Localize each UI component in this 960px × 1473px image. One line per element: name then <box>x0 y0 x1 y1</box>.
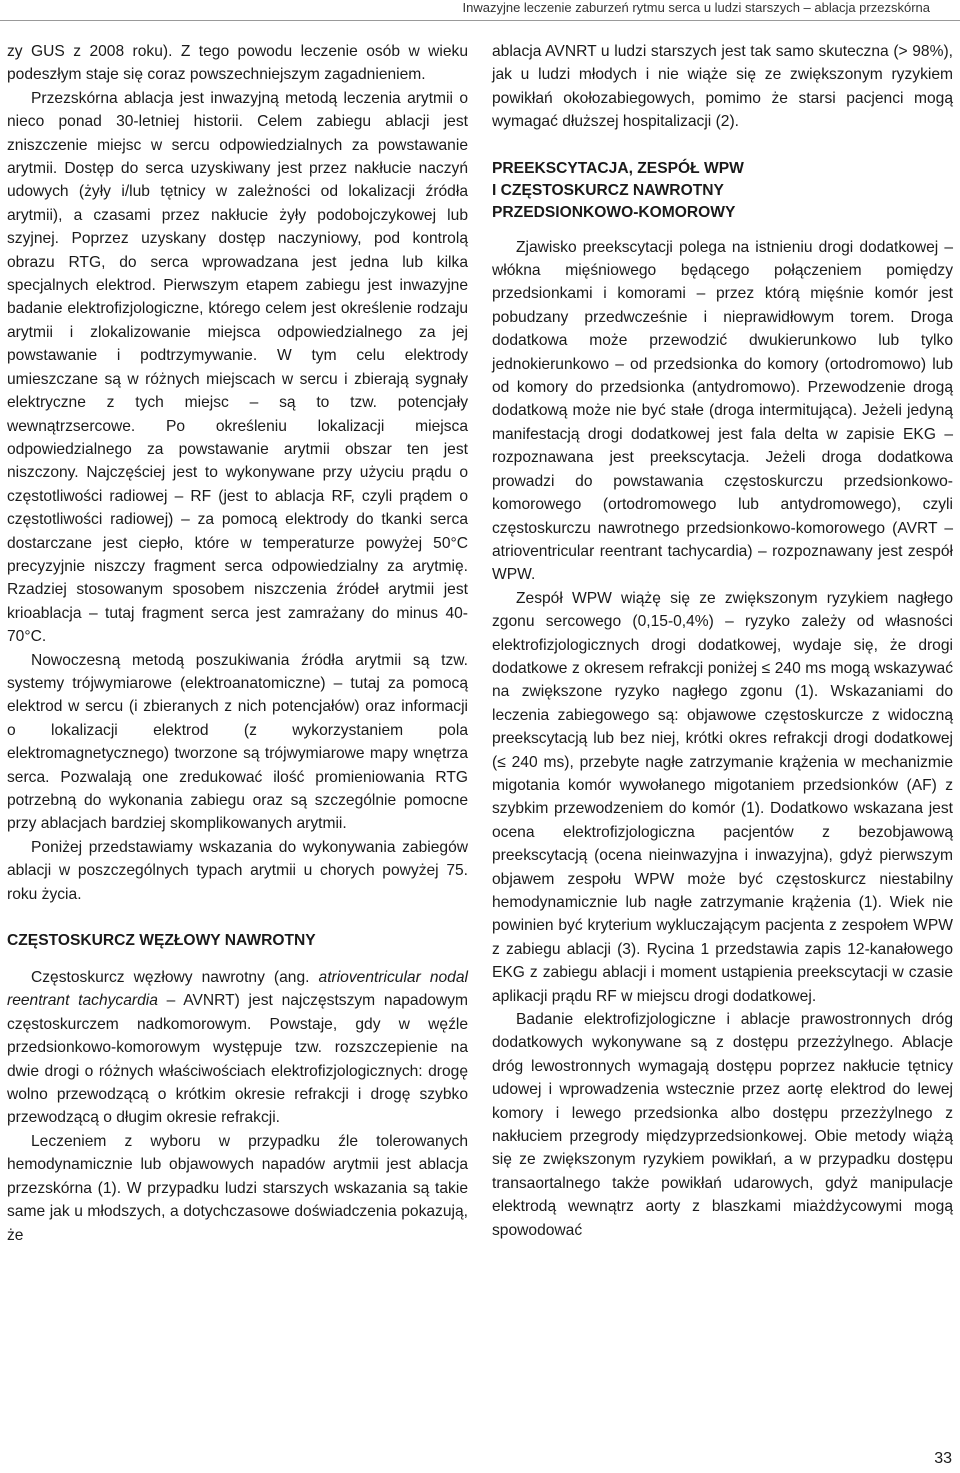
heading-line: I CZĘSTOSKURCZ NAWROTNY <box>492 181 724 199</box>
paragraph <box>7 966 468 1130</box>
page-number: 33 <box>934 1450 952 1467</box>
left-column <box>7 40 468 1247</box>
header-rule <box>0 20 960 21</box>
paragraph: Zjawisko preekscytacji polega na istnieniu drogi dodatkowej – włókna mięśniowego będącego połączeniem pomiędzy przedsionkami i komorami – przez którą mięśnie komór jest pobudzany przedwcześnie i nieprawidłowym torem. Droga dodatkowa może przewodzić dwukierunkowo lub tylko jednokierunkowo – od przedsionka do komory (ortodromowo) lub od komory do przedsionka (antydromowo). Przewodzenie drogą dodatkową może nie być stałe (droga intermitująca). Jeżeli jedyną manifestacją drogi dodatkowej jest fala delta w zapisie EKG – rozpoznawana jest preekscytacja. Jeżeli droga dodatkowa prowadzi do powstawania częstoskurczu przedsionkowo-komorowego (ortodromowego lub antydromowego), czyli częstoskurczu nawrotnego przedsionkowo-komorowego (AVRT – atrioventricular reentrant tachycardia) – rozpoznawany jest zespół WPW. <box>492 238 953 584</box>
right-column <box>492 40 953 1242</box>
paragraph: Badanie elektrofizjologiczne i ablacje prawostronnych dróg dodatkowych wykonywane są z dostępu przezżylnego. Ablacje dróg lewostronnych wymagają dostępu poprzez nakłucie tętnicy udowej i wprowadzenia wstecznie przez aortę elektrod do lewej komory i lewego przedsionka albo dostępu przezżylnego z nakłuciem przegrody międzyprzedsionkowej. Obie metody wiążą się ze zwiększonym ryzykiem powikłań, a w przypadku dostępu transaortalnego także powikłań udarowych, gdyż manipulacje elektrodą wewnątrz aorty z blaszkami miażdżycowymi mogą spowodować <box>492 1011 953 1239</box>
paragraph: Poniżej przedstawiamy wskazania do wykonywania zabiegów ablacji w poszczególnych typach arytmii u chorych powyżej 75. roku życia. <box>7 838 468 903</box>
running-header: Inwazyjne leczenie zaburzeń rytmu serca u ludzi starszych – ablacja przezskórna <box>462 0 930 15</box>
section-heading <box>492 158 953 224</box>
paragraph: Leczeniem z wyboru w przypadku źle tolerowanych hemodynamicznie lub objawowych napadów arytmii jest ablacja przezskórna (1). W przypadku ludzi starszych wskazania są takie same jak u młodszych, a dotychczasowe doświadczenia pokazują, że <box>7 1132 468 1244</box>
paragraph: zy GUS z 2008 roku). Z tego powodu leczenie osób w wieku podeszłym staje się coraz powszechniejszym zagadnieniem. <box>7 43 468 84</box>
heading-line: PRZEDSIONKOWO-KOMOROWY <box>492 203 736 221</box>
paragraph: Przezskórna ablacja jest inwazyjną metodą leczenia arytmii o nieco ponad 30-letniej historii. Celem zabiegu ablacji jest zniszczenie miejsc w sercu odpowiedzialnych za powstawanie arytmii. Dostęp do serca uzyskiwany jest przez nakłucie naczyń udowych (żyły i/lub tętnicy w zależności od lokalizacji źródła arytmii), a czasami przez nakłucie żyły podobojczykowej lub szyjnej. Poprzez uzyskany dostęp naczyniowy, pod kontrolą obrazu RTG, do serca wprowadzana jest jedna lub kilka specjalnych elektrod. Pierwszym etapem zabiegu jest inwazyjne badanie elektrofizjologiczne, którego celem jest określenie rodzaju arytmii i zlokalizowanie miejsca odpowiedzialnego za jej powstawanie i podtrzymywanie. W tym celu elektrody umieszczane są w różnych miejscach w sercu i zbierają sygnały elektryczne z tych miejsc – są to tzw. potencjały wewnątrzsercowe. Po określeniu lokalizacji miejsca odpowiedzialnego za powstawanie arytmii obszar ten jest niszczony. Najczęściej jest to wykonywane przy użyciu prądu o częstotliwości radiowej – RF (jest to ablacja RF, czyli prądem o częstotliwości radiowej) – za pomocą elektrody do tkanki serca dostarczane jest ciepło, które w temperaturze powyżej 50°C precyzyjnie niszczy fragment serca odpowiedzialny za arytmię. Rzadziej stosowanym sposobem niszczenia źródeł arytmii jest krioablacja – tutaj fragment serca jest zamrażany do minus 40-70°C. <box>7 89 468 646</box>
text-run: Częstoskurcz węzłowy nawrotny (ang. <box>31 969 319 987</box>
heading-line: PREEKSCYTACJA, ZESPÓŁ WPW <box>492 159 744 177</box>
text-run: – AVNRT) jest najczęstszym napadowym częstoskurczem nadkomorowym. Powstaje, gdy w węźle przedsionkowo-komorowym występuje tzw. rozszczepienie na dwie drogi o różnych właściwościach elektrofizjologicznych: drogę wolno przewodzącą o krótkim okresie refrakcji i drogę szybko przewodzącą o długim okresie refrakcji. <box>7 992 468 1127</box>
section-heading: CZĘSTOSKURCZ WĘZŁOWY NAWROTNY <box>7 932 316 950</box>
paragraph: Zespół WPW wiążę się ze zwiększonym ryzykiem nagłego zgonu sercowego (0,15-0,4%) – ryzyko zależy od własności elektrofizjologicznych drogi dodatkowej, wydaje się, że drogi dodatkowe z okresem refrakcji poniżej ≤ 240 ms mogą wskazywać na zwiększone ryzyko nagłego zgonu (1). Wskazaniami do leczenia zabiegowego są: objawowe częstoskurcze z widoczną preekscytacją lub bez niej, krótki okres refrakcji drogi dodatkowej (≤ 240 ms), przebyte nagłe zatrzymanie krążenia w mechanizmie migotania komór wywołanego migotaniem przedsionków (AF) z szybkim przewodzeniem do komór (1). Dodatkowo wskazana jest ocena elektrofizjologiczna pacjentów z bezobjawową preekscytacją (ocena nieinwazyjna i inwazyjna), gdyż pierwszym objawem zespołu WPW może być częstoskurcz niestabilny hemodynamicznie lub nagłe zatrzymanie krążenia (1). Wiek nie powinien być kryterium wykluczającym pacjenta z zespołem WPW z zabiegu ablacji (3). Rycina 1 przedstawia zapis 12-kanałowego EKG z zabiegu ablacji i moment ustąpienia preekscytacji w czasie aplikacji prądu RF w miejscu drogi dodatkowej. <box>492 589 953 1005</box>
paragraph: Nowoczesną metodą poszukiwania źródła arytmii są tzw. systemy trójwymiarowe (elektroanatomiczne) – tutaj za pomocą elektrod w sercu (i zbieranych z nich potencjałów) oraz informacji o lokalizacji elektrod (z wykorzystaniem pola elektromagnetycznego) tworzone są trójwymiarowe mapy wnętrza serca. Pozwalają one zredukować ilość promieniowania RTG potrzebną do wykonania zabiegu oraz są szczególnie pomocne przy ablacjach bardziej skomplikowanych arytmii. <box>7 651 468 833</box>
paragraph: ablacja AVNRT u ludzi starszych jest tak samo skuteczna (> 98%), jak u ludzi młodych i nie wiąże się ze zwiększonym ryzykiem powikłań okołozabiegowych, pomimo że starsi pacjenci mogą wymagać dłuższej hospitalizacji (2). <box>492 43 953 131</box>
italic-term: atrioventricular nodal reentrant tachycardia <box>7 969 468 1010</box>
